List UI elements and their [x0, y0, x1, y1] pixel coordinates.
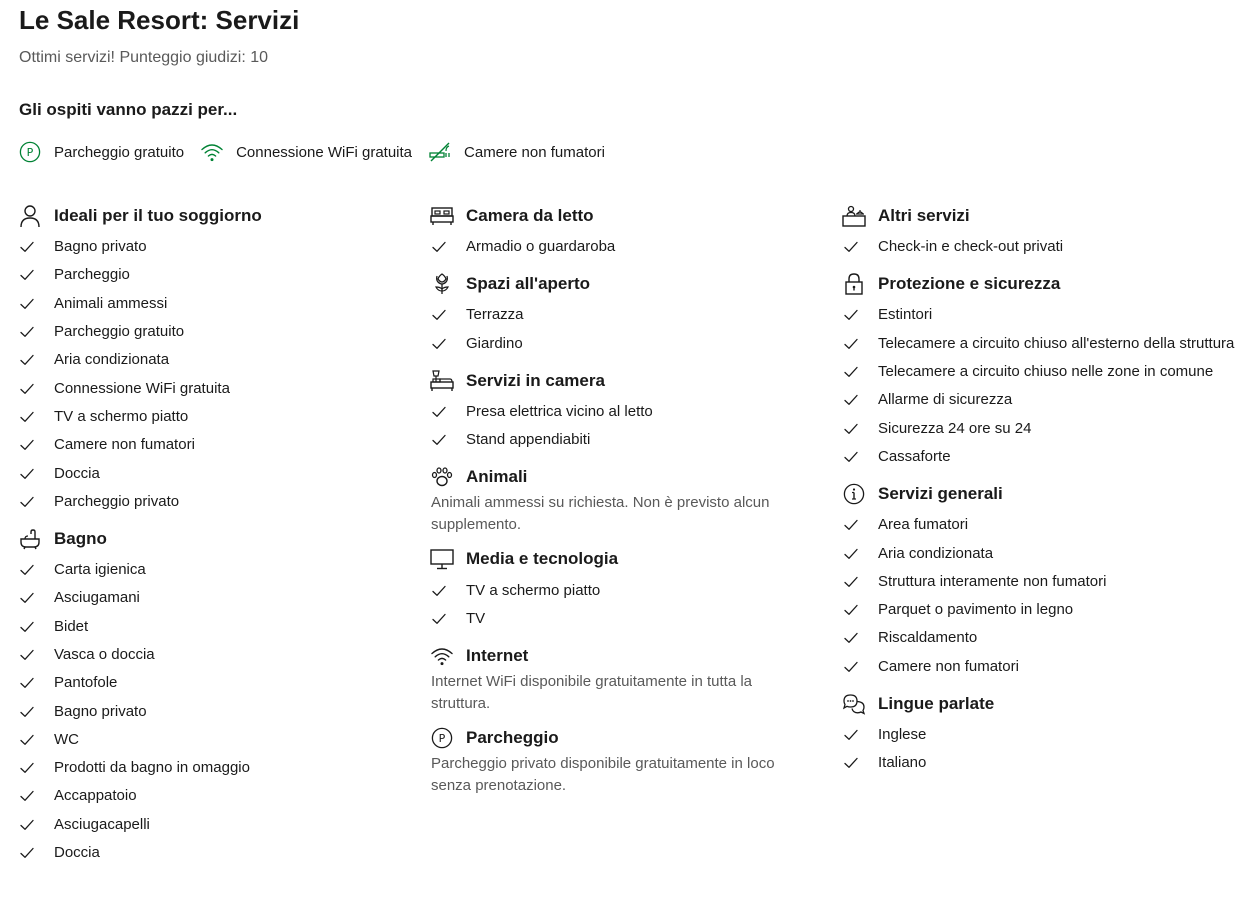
- list-item-label: Giardino: [466, 334, 523, 352]
- list-item: [18, 556, 398, 584]
- list-item: [842, 511, 1242, 539]
- checkmark-icon: [842, 394, 866, 406]
- checkmark-icon: [430, 613, 454, 625]
- section-description: Internet WiFi disponibile gratuitamente in tutta la struttura.: [431, 673, 752, 713]
- facility-section: [18, 526, 398, 867]
- checkmark-icon: [18, 592, 42, 604]
- highlight-item: [200, 140, 412, 164]
- speech-bubbles-icon: [842, 692, 866, 716]
- list-item: [18, 459, 398, 487]
- list-item: [842, 386, 1242, 414]
- list-item-label: TV: [466, 609, 486, 627]
- checkmark-icon: [18, 564, 42, 576]
- checkmark-icon: [842, 309, 866, 321]
- section-title: Bagno: [54, 528, 107, 548]
- list-item: [18, 613, 398, 641]
- checkmark-icon: [18, 677, 42, 689]
- list-item: [842, 539, 1242, 567]
- facility-list: [430, 301, 810, 358]
- section-header: [430, 464, 810, 490]
- facility-list: [18, 556, 398, 867]
- info-icon: [842, 482, 866, 506]
- section-title: Servizi generali: [878, 484, 1003, 504]
- list-item: [18, 697, 398, 725]
- list-item-label: Aria condizionata: [54, 351, 170, 369]
- facility-list: [430, 576, 810, 633]
- list-item: [842, 301, 1242, 329]
- checkmark-icon: [18, 269, 42, 281]
- list-item-label: Parcheggio: [54, 266, 130, 284]
- list-item: [18, 754, 398, 782]
- list-item-label: Telecamere a circuito chiuso nelle zone in comune: [878, 363, 1214, 381]
- page-title: Le Sale Resort: Servizi: [19, 5, 300, 35]
- wifi-icon: [430, 644, 454, 668]
- checkmark-icon: [842, 366, 866, 378]
- list-item: [18, 488, 398, 516]
- list-item-label: Bagno privato: [54, 702, 147, 720]
- facility-section: [18, 203, 398, 516]
- facility-list: [430, 233, 810, 261]
- facility-list: [18, 233, 398, 516]
- list-item-label: Aria condizionata: [878, 544, 994, 562]
- list-item-label: Estintori: [878, 306, 933, 324]
- facility-section: [430, 725, 810, 797]
- list-item: [842, 653, 1242, 681]
- list-item: [842, 233, 1242, 261]
- facilities-column-1: [18, 203, 398, 877]
- facility-section: [842, 691, 1242, 778]
- checkmark-icon: [430, 585, 454, 597]
- list-item-label: Animali ammessi: [54, 294, 168, 312]
- checkmark-icon: [842, 604, 866, 616]
- no-smoking-icon: [428, 140, 452, 164]
- list-item: [430, 576, 810, 604]
- monitor-icon: [430, 547, 454, 571]
- list-item-label: TV a schermo piatto: [466, 581, 601, 599]
- person-icon: [18, 204, 42, 228]
- section-description: Parcheggio privato disponibile gratuitamente in loco senza prenotazione.: [431, 755, 775, 795]
- list-item-label: Area fumatori: [878, 516, 969, 534]
- list-item: [842, 749, 1242, 777]
- list-item: [430, 233, 810, 261]
- checkmark-icon: [842, 423, 866, 435]
- list-item: [18, 641, 398, 669]
- paw-icon: [430, 465, 454, 489]
- list-item-label: Italiano: [878, 754, 927, 772]
- list-item-label: Vasca o doccia: [54, 646, 155, 663]
- checkmark-icon: [18, 383, 42, 395]
- checkmark-icon: [18, 734, 42, 746]
- list-item: [842, 330, 1242, 358]
- checkmark-icon: [842, 519, 866, 531]
- checkmark-icon: [842, 548, 866, 560]
- parking-icon: [430, 726, 454, 750]
- section-header: [18, 526, 398, 552]
- section-title: Animali: [466, 467, 528, 487]
- section-header: [842, 203, 1242, 229]
- list-item: [18, 233, 398, 261]
- list-item: [18, 669, 398, 697]
- checkmark-icon: [18, 762, 42, 774]
- list-item: [18, 261, 398, 289]
- flower-icon: [430, 272, 454, 296]
- checkmark-icon: [842, 757, 866, 769]
- list-item: [842, 721, 1242, 749]
- section-title: Lingue parlate: [878, 693, 995, 713]
- facility-list: [842, 511, 1242, 681]
- wifi-icon: [200, 140, 224, 164]
- list-item: [842, 358, 1242, 386]
- section-header: [430, 368, 810, 394]
- list-item-label: Accappatoio: [54, 787, 137, 805]
- section-header: [430, 725, 810, 751]
- facility-section: [430, 203, 810, 261]
- checkmark-icon: [18, 326, 42, 338]
- bed-lamp-icon: [430, 369, 454, 393]
- section-description: Animali ammessi su richiesta. Non è previsto alcun supplemento.: [431, 494, 770, 534]
- highlights-list: [18, 139, 621, 165]
- list-item-label: Carta igienica: [54, 561, 146, 579]
- section-header: [430, 546, 810, 572]
- highlight-label: Connessione WiFi gratuita: [236, 143, 413, 161]
- list-item-label: Doccia: [54, 844, 100, 862]
- list-item-label: Allarme di sicurezza: [878, 391, 1013, 409]
- list-item: [18, 839, 398, 867]
- section-title: Ideali per il tuo soggiorno: [54, 206, 262, 225]
- checkmark-icon: [18, 468, 42, 480]
- checkmark-icon: [18, 439, 42, 451]
- parking-icon: [18, 140, 42, 164]
- facility-list: [842, 721, 1242, 778]
- section-header: [430, 643, 810, 669]
- list-item: [430, 301, 810, 329]
- section-header: [430, 271, 810, 297]
- checkmark-icon: [430, 406, 454, 418]
- checkmark-icon: [18, 411, 42, 423]
- checkmark-icon: [18, 621, 42, 633]
- facility-section: [842, 481, 1242, 681]
- facility-section: [430, 368, 810, 455]
- checkmark-icon: [430, 241, 454, 253]
- list-item-label: Pantofole: [54, 674, 118, 692]
- checkmark-icon: [842, 729, 866, 741]
- list-item-label: Camere non fumatori: [878, 657, 1019, 675]
- checkmark-icon: [18, 819, 42, 831]
- list-item-label: TV a schermo piatto: [54, 407, 189, 425]
- highlight-item: [18, 140, 184, 164]
- list-item-label: Parcheggio privato: [54, 492, 180, 510]
- checkmark-icon: [18, 298, 42, 310]
- list-item: [842, 624, 1242, 652]
- facility-list: [842, 301, 1242, 471]
- list-item-label: WC: [54, 730, 79, 748]
- checkmark-icon: [842, 241, 866, 253]
- svg-text:P: P: [438, 732, 446, 746]
- facility-section: [430, 643, 810, 715]
- list-item-label: Struttura interamente non fumatori: [878, 572, 1107, 590]
- facility-section: [430, 546, 810, 633]
- list-item-label: Connessione WiFi gratuita: [54, 379, 230, 397]
- list-item: [18, 584, 398, 612]
- list-item-label: Armadio o guardaroba: [466, 238, 616, 256]
- list-item-label: Parquet o pavimento in legno: [878, 601, 1074, 619]
- list-item: [842, 568, 1242, 596]
- section-title: Protezione e sicurezza: [878, 274, 1061, 294]
- lock-icon: [842, 272, 866, 296]
- list-item: [842, 443, 1242, 471]
- checkmark-icon: [18, 496, 42, 508]
- facility-section: [842, 271, 1242, 471]
- checkmark-icon: [18, 847, 42, 859]
- list-item: [18, 811, 398, 839]
- section-header: [842, 271, 1242, 297]
- checkmark-icon: [842, 338, 866, 350]
- checkmark-icon: [18, 706, 42, 718]
- list-item-label: Sicurezza 24 ore su 24: [878, 419, 1032, 437]
- checkmark-icon: [842, 661, 866, 673]
- section-title: Camera da letto: [466, 206, 594, 225]
- list-item: [430, 398, 810, 426]
- checkmark-icon: [18, 241, 42, 253]
- facility-list: [430, 398, 810, 455]
- list-item-label: Prodotti da bagno in omaggio: [54, 759, 250, 777]
- section-title: Altri servizi: [878, 206, 970, 225]
- bed-icon: [430, 204, 454, 228]
- list-item-label: Bagno privato: [54, 238, 147, 256]
- list-item: [18, 346, 398, 374]
- highlight-label: Parcheggio gratuito: [54, 143, 185, 161]
- list-item-label: Doccia: [54, 464, 100, 482]
- list-item: [430, 605, 810, 633]
- facility-section: [430, 271, 810, 358]
- section-title: Spazi all'aperto: [466, 274, 591, 294]
- list-item-label: Bidet: [54, 617, 89, 635]
- facility-list: [842, 233, 1242, 261]
- page-subtitle: Ottimi servizi! Punteggio giudizi: 10: [19, 49, 268, 66]
- list-item: [18, 726, 398, 754]
- list-item-label: Cassaforte: [878, 447, 951, 465]
- section-header: [430, 203, 810, 229]
- checkmark-icon: [430, 309, 454, 321]
- list-item-label: Asciugacapelli: [54, 815, 150, 833]
- section-header: [842, 481, 1242, 507]
- list-item: [842, 596, 1242, 624]
- list-item: [430, 426, 810, 454]
- list-item: [18, 374, 398, 402]
- list-item-label: Telecamere a circuito chiuso all'esterno della struttura: [878, 334, 1235, 352]
- list-item: [842, 414, 1242, 442]
- section-title: Internet: [466, 646, 529, 666]
- list-item: [18, 318, 398, 346]
- checkmark-icon: [18, 649, 42, 661]
- section-title: Parcheggio: [466, 728, 559, 748]
- facility-section: [430, 464, 810, 536]
- section-title: Media e tecnologia: [466, 549, 619, 569]
- facilities-column-2: [430, 203, 810, 807]
- highlights-heading: Gli ospiti vanno pazzi per...: [19, 100, 238, 119]
- section-title: Servizi in camera: [466, 370, 605, 390]
- list-item: [18, 403, 398, 431]
- list-item-label: Camere non fumatori: [54, 436, 195, 454]
- list-item-label: Inglese: [878, 726, 927, 743]
- list-item-label: Asciugamani: [54, 589, 140, 607]
- checkmark-icon: [18, 354, 42, 366]
- list-item: [18, 431, 398, 459]
- highlight-item: [428, 140, 605, 164]
- facilities-column-3: [842, 203, 1242, 787]
- list-item-label: Terrazza: [466, 306, 524, 324]
- section-header: [18, 203, 398, 229]
- list-item: [18, 290, 398, 318]
- checkmark-icon: [430, 434, 454, 446]
- checkmark-icon: [430, 338, 454, 350]
- list-item: [18, 782, 398, 810]
- list-item-label: Presa elettrica vicino al letto: [466, 403, 653, 421]
- checkmark-icon: [842, 576, 866, 588]
- reception-icon: [842, 204, 866, 228]
- facility-section: [842, 203, 1242, 261]
- highlight-label: Camere non fumatori: [464, 143, 605, 161]
- list-item-label: Check-in e check-out privati: [878, 238, 1064, 256]
- list-item-label: Riscaldamento: [878, 629, 978, 647]
- list-item-label: Stand appendiabiti: [466, 431, 591, 449]
- section-header: [842, 691, 1242, 717]
- list-item-label: Parcheggio gratuito: [54, 323, 185, 341]
- bathtub-icon: [18, 527, 42, 551]
- checkmark-icon: [842, 451, 866, 463]
- checkmark-icon: [842, 632, 866, 644]
- svg-text:P: P: [26, 146, 34, 160]
- checkmark-icon: [18, 790, 42, 802]
- list-item: [430, 330, 810, 358]
